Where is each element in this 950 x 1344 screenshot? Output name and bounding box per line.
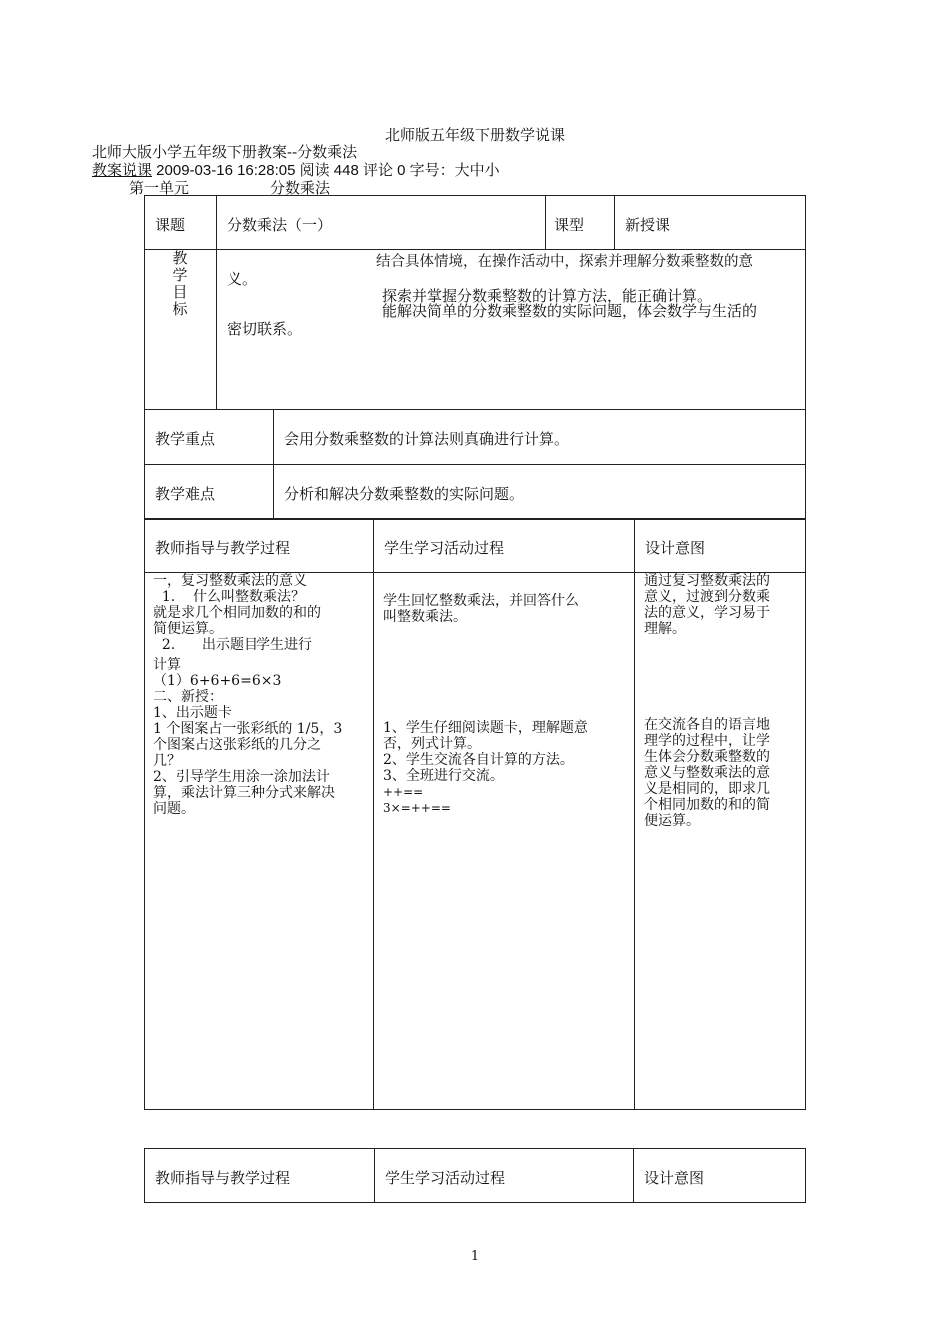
design-review xyxy=(644,573,806,637)
difficulty: 分析和解决分数乘整数的实际问题。 xyxy=(284,485,525,503)
text-line: 理解。 xyxy=(644,621,686,637)
text-line: 就是求几个相同加数的和的 xyxy=(153,605,321,621)
text-line: 生体会分数乘整数的 xyxy=(644,749,770,765)
goal-2: 探索并掌握分数乘整数的计算方法，能正确计算。 xyxy=(382,287,713,305)
text-line: 二、新授： xyxy=(153,689,223,705)
text-line: 1、出示题卡 xyxy=(153,705,232,721)
text-line: 叫整数乘法。 xyxy=(383,609,467,625)
divider xyxy=(273,409,274,519)
divider xyxy=(144,464,806,465)
text-line: 1. 什么叫整数乘法？ xyxy=(153,589,306,605)
meta-info: 2009-03-16 16:28:05 阅读 448 评论 0 字号：大中小 xyxy=(152,162,500,179)
text-line: 算，乘法计算三种分式来解决 xyxy=(153,785,335,801)
lesson-type-value: 新授课 xyxy=(625,216,671,234)
divider xyxy=(634,519,635,1110)
text-line: 义是相同的，即求几 xyxy=(644,781,770,797)
column-header-teacher: 教师指导与教学过程 xyxy=(155,1169,291,1187)
text-line: 个相同加数的和的简 xyxy=(644,797,770,813)
text-line: 便运算。 xyxy=(644,813,700,829)
column-header-student: 学生学习活动过程 xyxy=(384,539,505,557)
text-line: 通过复习整数乘法的 xyxy=(644,573,770,589)
text-line: 简便运算。 xyxy=(153,621,223,637)
equation-2: 3×=++== xyxy=(383,801,451,815)
key-point-label: 教学重点 xyxy=(155,430,216,448)
divider xyxy=(373,519,374,1110)
equation-1: ++== xyxy=(383,785,424,799)
text-line: 个图案占这张彩纸的几分之 xyxy=(153,737,321,753)
column-header-design: 设计意图 xyxy=(644,1169,705,1187)
student-review xyxy=(383,593,633,625)
text-line: 理学的过程中，让学 xyxy=(644,733,770,749)
text-line: 在交流各自的语言地 xyxy=(644,717,770,733)
key-point: 会用分数乘整数的计算法则真确进行计算。 xyxy=(284,430,570,448)
divider xyxy=(216,195,217,409)
topic-value: 分数乘法（一） xyxy=(227,216,333,234)
goal-3: 能解决简单的分数乘整数的实际问题，体会数学与生活的 xyxy=(382,302,758,320)
text-line: 3、全班进行交流。 xyxy=(383,768,504,784)
teacher-process xyxy=(153,573,373,817)
goal-3-cont: 密切联系。 xyxy=(227,320,303,338)
category-link[interactable]: 教案说课 xyxy=(92,161,153,179)
page-title: 北师版五年级下册数学说课 xyxy=(384,126,565,144)
text-line: 1、学生仔细阅读题卡，理解题意 xyxy=(383,720,588,736)
unit-label: 第一单元 xyxy=(129,179,190,197)
text-line: （1）6+6+6=6×3 xyxy=(153,673,282,689)
lesson-type-label: 课型 xyxy=(554,216,585,234)
text-line: 意义，过渡到分数乘 xyxy=(644,589,770,605)
text-line: 2. 出示题目 学生进行 xyxy=(153,637,312,653)
lesson-info-table xyxy=(144,195,806,519)
text-line: 几？ xyxy=(153,753,181,769)
divider xyxy=(545,195,546,249)
design-activity xyxy=(644,717,806,829)
divider xyxy=(144,409,806,410)
column-header-design: 设计意图 xyxy=(645,539,706,557)
divider xyxy=(374,1148,375,1203)
text-line: 2、引导学生用涂一涂加法计 xyxy=(153,769,330,785)
goal-1-cont: 义。 xyxy=(227,270,258,288)
text-line: 否，列式计算。 xyxy=(383,736,481,752)
text-line: 意义与整数乘法的意 xyxy=(644,765,770,781)
divider xyxy=(614,195,615,249)
column-header-student: 学生学习活动过程 xyxy=(385,1169,506,1187)
unit-topic: 分数乘法 xyxy=(270,179,331,197)
subtitle: 北师大版小学五年级下册教案--分数乘法 xyxy=(92,143,358,161)
topic-label: 课题 xyxy=(155,216,186,234)
column-header-teacher: 教师指导与教学过程 xyxy=(155,539,291,557)
student-activity xyxy=(383,720,633,816)
text-line: 法的意义，学习易于 xyxy=(644,605,770,621)
difficulty-label: 教学难点 xyxy=(155,485,216,503)
page-number: 1 xyxy=(470,1249,480,1264)
text-line: 1 个图案占一张彩纸的 1/5，3 xyxy=(153,721,343,737)
text-line: 2、学生交流各自计算的方法。 xyxy=(383,752,574,768)
text-line: 问题。 xyxy=(153,801,195,817)
text-line: 学生回忆整数乘法，并回答什么 xyxy=(383,593,579,609)
goals-label: 教 学 目 标 xyxy=(172,249,188,318)
divider xyxy=(633,1148,634,1203)
text-line: 计算 xyxy=(153,657,181,673)
goal-1: 结合具体情境，在操作活动中，探索并理解分数乘整数的意 xyxy=(376,254,753,270)
text-line: 一，复习整数乘法的意义 xyxy=(153,573,307,589)
